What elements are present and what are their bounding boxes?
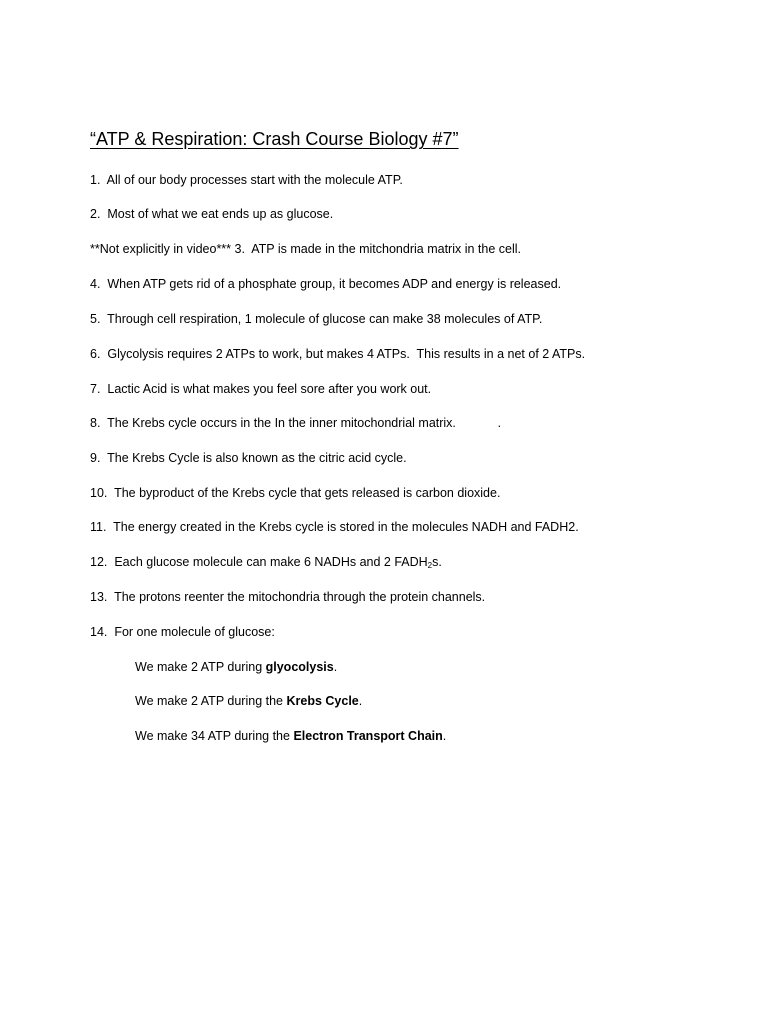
glycolysis-term: glyocolysis: [265, 660, 334, 674]
list-item-5: 5. Through cell respiration, 1 molecule of glucose can make 38 molecules of ATP.: [90, 312, 543, 326]
list-item-3: **Not explicitly in video*** 3. ATP is made in the mitchondria matrix in the cell.: [90, 242, 521, 256]
list-item-12-text: 12. Each glucose molecule can make 6 NADHs and 2 FADH: [90, 555, 428, 569]
atp-glycolysis-line: [135, 659, 337, 675]
atp-etc-line: [135, 728, 446, 744]
list-item-12: [90, 554, 442, 570]
electron-transport-chain-term: Electron Transport Chain: [293, 729, 443, 743]
atp-etc-period: .: [442, 729, 447, 743]
atp-glycolysis-period: .: [333, 660, 338, 674]
list-item-7: 7. Lactic Acid is what makes you feel sore after you work out.: [90, 382, 432, 396]
list-item-10: 10. The byproduct of the Krebs cycle that gets released is carbon dioxide.: [90, 486, 501, 500]
subscript-2: 2: [427, 561, 433, 570]
list-item-9: 9. The Krebs Cycle is also known as the citric acid cycle.: [90, 451, 407, 465]
atp-etc-text: We make 34 ATP during the: [135, 729, 294, 743]
list-item-4: 4. When ATP gets rid of a phosphate group, it becomes ADP and energy is released.: [90, 277, 562, 291]
list-item-13: 13. The protons reenter the mitochondria through the protein channels.: [90, 590, 486, 604]
atp-glycolysis-text: We make 2 ATP during: [135, 660, 266, 674]
list-item-11: 11. The energy created in the Krebs cycle is stored in the molecules NADH and FADH2.: [90, 520, 579, 534]
list-item-8: 8. The Krebs cycle occurs in the In the inner mitochondrial matrix. .: [90, 416, 502, 430]
list-item-14: 14. For one molecule of glucose:: [90, 625, 275, 639]
atp-krebs-period: .: [358, 694, 363, 708]
list-item-1: 1. All of our body processes start with the molecule ATP.: [90, 173, 403, 187]
atp-krebs-line: [135, 693, 362, 709]
atp-krebs-text: We make 2 ATP during the: [135, 694, 287, 708]
list-item-2: 2. Most of what we eat ends up as glucose.: [90, 207, 334, 221]
list-item-12-suffix: s.: [432, 555, 442, 569]
list-item-6: 6. Glycolysis requires 2 ATPs to work, but makes 4 ATPs. This results in a net of 2 ATPs.: [90, 347, 586, 361]
document-title: “ATP & Respiration: Crash Course Biology #7”: [90, 129, 459, 149]
krebs-cycle-term: Krebs Cycle: [286, 694, 359, 708]
